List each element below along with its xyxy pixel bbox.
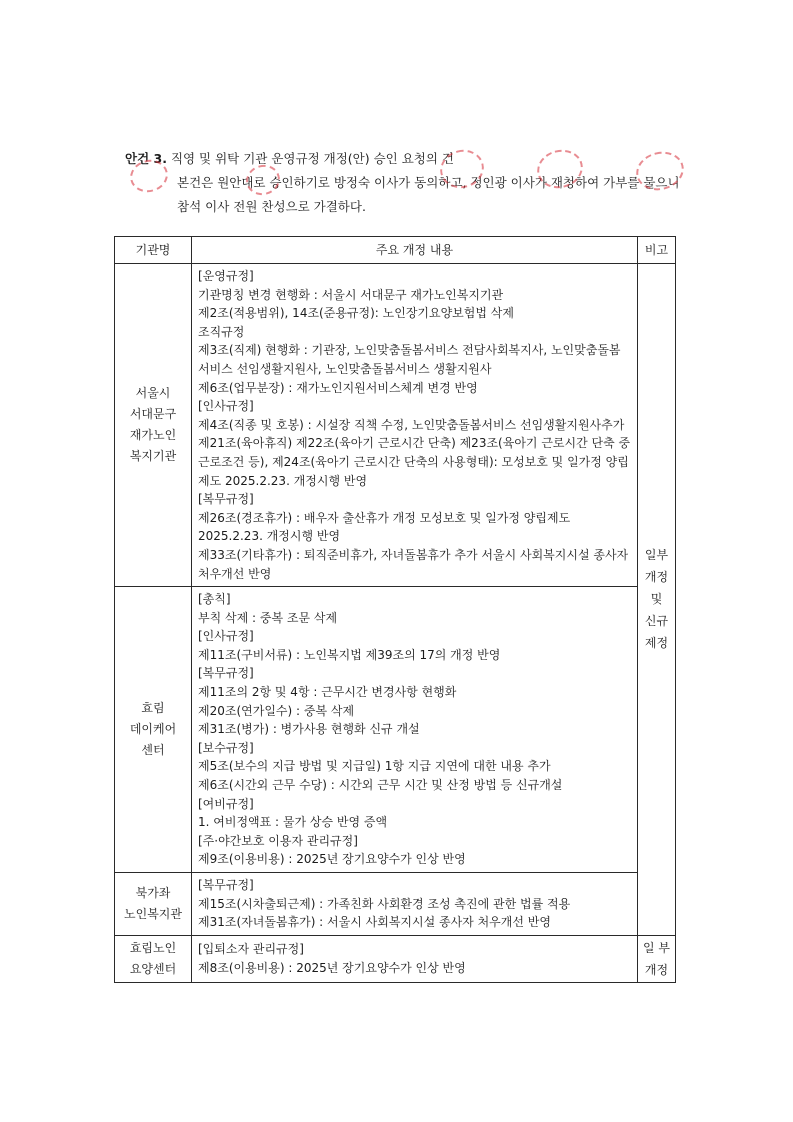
header-content: 주요 개정 내용 <box>192 237 638 264</box>
section-heading: [여비규정] <box>198 796 254 811</box>
regulation-amendment-table <box>114 236 676 983</box>
agenda-section <box>125 146 705 219</box>
table-header-row <box>115 237 676 264</box>
note-cell: 일 부 개정 <box>638 935 676 982</box>
section-heading: [인사규정] <box>198 629 254 644</box>
amendment-content-cell: [총칙] 부칙 삭제 : 중복 조문 삭제 [인사규정] 제11조(구비서류) : 노인복지법 제39조의 17의 개정 반영 [복무규정] 제11조의 2항 및 4항 : 근무시간 변경사항 현행화 제20조(연가일수) : 중복 삭제 제31조(병가) : 병가사용 현행화 신규 개설 [보수규정] 제5조(보수의 지급 방법 및 지급일) 1항 지급 지연에 대한 내용 추가 제6조(시간외 근무 수당) : 시간외 근무 시간 및 산정 방법 등 신규개설 [여비규정] 1. 여비정액표 : 물가 상승 반영 증액 [주·야간보호 이용자 관리규정] 제9조(이용비용) : 2025년 장기요양수가 인상 반영 <box>192 587 638 873</box>
agenda-title: 직영 및 위탁 기관 운영규정 개정(안) 승인 요청의 건 <box>170 151 454 166</box>
section-heading: [운영규정] <box>198 269 254 283</box>
org-name-cell: 효림노인 요양센터 <box>115 935 192 982</box>
section-heading: [주·야간보호 이용자 관리규정] <box>198 833 358 848</box>
section-heading: [복무규정] <box>198 492 254 507</box>
agenda-resolution-text: 본건은 원안대로 승인하기로 방정숙 이사가 동의하고, 정인광 이사가 재청하여 가부를 물으니 참석 이사 전원 찬성으로 가결하다. <box>177 175 680 214</box>
table-row <box>115 264 676 587</box>
section-heading: [복무규정] <box>198 666 254 681</box>
org-name-cell: 효림 데이케어 센터 <box>115 587 192 873</box>
table-row <box>115 587 676 873</box>
table-row <box>115 873 676 936</box>
section-heading: [복무규정] <box>198 878 254 892</box>
amendment-content-cell: [입퇴소자 관리규정] 제8조(이용비용) : 2025년 장기요양수가 인상 반영 <box>192 935 638 982</box>
note-cell: 일부 개정 및 신규 제정 <box>638 264 676 936</box>
section-heading: [보수규정] <box>198 740 254 755</box>
section-heading: [총칙] <box>198 592 231 607</box>
section-heading: [입퇴소자 관리규정] <box>198 942 304 957</box>
amendment-content-cell: [복무규정] 제15조(시차출퇴근제) : 가족친화 사회환경 조성 촉진에 관한 법률 적용 제31조(자녀돌봄휴가) : 서울시 사회복지시설 종사자 처우개선 반영 <box>192 873 638 936</box>
org-name-cell: 서울시 서대문구 재가노인 복지기관 <box>115 264 192 587</box>
amendment-content-cell: [운영규정] 기관명칭 변경 현행화 : 서울시 서대문구 재가노인복지기관 제2조(적용범위), 14조(준용규정): 노인장기요양보험법 삭제 조직규정 제3조(직제) 현행화 : 기관장, 노인맞춤돌봄서비스 전담사회복지사, 노인맞춤돌봄서비스 선임생활지원사, 노인맞춤돌봄서비스 생활지원사 제6조(업무분장) : 재가노인지원서비스체계 변경 반영 [인사규정] 제4조(직종 및 호봉) : 시설장 직책 수정, 노인맞춤돌봄서비스 선임생활지원사추가 제21조(육아휴직) 제22조(육아기 근로시간 단축) 제23조(육아기 근로시간 단축 중 근로조건 등), 제24조(육아기 근로시간 단축의 사용형태): 모성보호 및 일가정 양립제도 2025.2.23. 개정시행 반영 [복무규정] 제26조(경조휴가) : 배우자 출산휴가 개정 모성보호 및 일가정 양립제도 2025.2.23. 개정시행 반영 제33조(기타휴가) : 퇴직준비휴가, 자녀돌봄휴가 추가 서울시 사회복지시설 종사자 처우개선 반영 <box>192 264 638 587</box>
org-name-cell: 북가좌 노인복지관 <box>115 873 192 936</box>
section-heading: [인사규정] <box>198 399 254 414</box>
section-heading: 조직규정 <box>198 324 245 339</box>
header-org: 기관명 <box>115 237 192 264</box>
agenda-label: 안건 3. <box>125 151 167 166</box>
table-row <box>115 935 676 982</box>
header-note: 비고 <box>638 237 676 264</box>
